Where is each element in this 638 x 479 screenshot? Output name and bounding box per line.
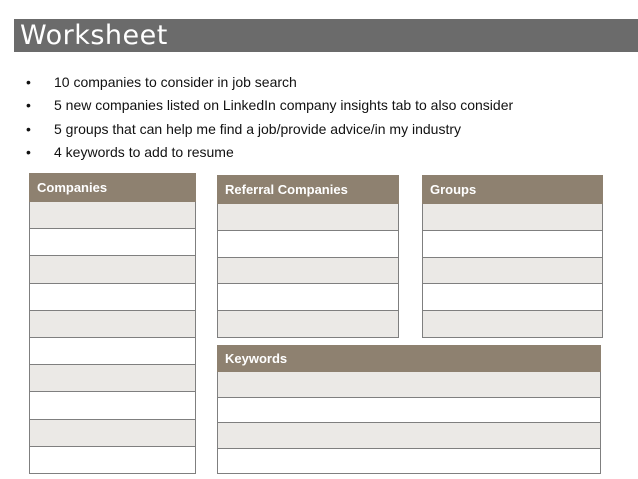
bullet-item bbox=[26, 142, 513, 165]
keywords-table bbox=[217, 345, 601, 474]
table-cell[interactable] bbox=[30, 256, 196, 283]
table-row bbox=[218, 230, 399, 257]
table-row bbox=[423, 204, 603, 231]
table-row bbox=[30, 229, 196, 256]
table-row bbox=[423, 284, 603, 311]
table-row bbox=[30, 256, 196, 283]
table-row bbox=[30, 419, 196, 446]
table-row bbox=[30, 365, 196, 392]
table-row bbox=[30, 283, 196, 310]
groups-header: Groups bbox=[423, 176, 603, 204]
table-row bbox=[423, 230, 603, 257]
table-row bbox=[218, 397, 601, 423]
table-cell[interactable] bbox=[218, 311, 399, 338]
referral-companies-table bbox=[217, 175, 399, 338]
table-row bbox=[30, 392, 196, 419]
table-row bbox=[423, 257, 603, 284]
table-row bbox=[218, 423, 601, 449]
table-cell[interactable] bbox=[423, 230, 603, 257]
table-cell[interactable] bbox=[423, 311, 603, 338]
table-cell[interactable] bbox=[423, 257, 603, 284]
table-row bbox=[218, 204, 399, 231]
bullet-item bbox=[26, 72, 513, 95]
table-row bbox=[218, 257, 399, 284]
slide-title: Worksheet bbox=[20, 20, 168, 51]
title-bar bbox=[14, 19, 638, 52]
table-cell[interactable] bbox=[30, 202, 196, 229]
table-cell[interactable] bbox=[30, 229, 196, 256]
table-cell[interactable] bbox=[423, 284, 603, 311]
table-cell[interactable] bbox=[30, 419, 196, 446]
table-row bbox=[30, 446, 196, 473]
table-cell[interactable] bbox=[30, 365, 196, 392]
bullet-text: 5 new companies listed on LinkedIn company insights tab to also consider bbox=[54, 97, 514, 114]
bullet-list bbox=[26, 72, 513, 165]
table-row bbox=[218, 372, 601, 398]
table-cell[interactable] bbox=[218, 372, 601, 398]
table-cell[interactable] bbox=[218, 448, 601, 474]
table-cell[interactable] bbox=[218, 230, 399, 257]
table-row bbox=[218, 311, 399, 338]
table-cell[interactable] bbox=[218, 204, 399, 231]
referral-companies-header: Referral Companies bbox=[218, 176, 399, 204]
table-cell[interactable] bbox=[30, 446, 196, 473]
table-row bbox=[218, 284, 399, 311]
table-cell[interactable] bbox=[423, 204, 603, 231]
keywords-header: Keywords bbox=[218, 346, 601, 372]
bullet-item bbox=[26, 119, 513, 142]
table-cell[interactable] bbox=[30, 337, 196, 364]
companies-header: Companies bbox=[30, 174, 196, 202]
companies-table bbox=[29, 173, 196, 474]
groups-table bbox=[422, 175, 603, 338]
bullet-text: 5 groups that can help me find a job/provide advice/in my industry bbox=[54, 120, 462, 137]
bullet-dot: • bbox=[26, 97, 31, 114]
bullet-dot: • bbox=[26, 120, 31, 137]
table-cell[interactable] bbox=[218, 423, 601, 449]
bullet-text: 4 keywords to add to resume bbox=[54, 143, 234, 160]
table-row bbox=[423, 311, 603, 338]
table-cell[interactable] bbox=[218, 284, 399, 311]
bullet-dot: • bbox=[26, 143, 31, 160]
bullet-dot: • bbox=[26, 74, 31, 90]
table-cell[interactable] bbox=[30, 283, 196, 310]
table-row bbox=[30, 337, 196, 364]
table-row bbox=[30, 202, 196, 229]
table-cell[interactable] bbox=[218, 397, 601, 423]
bullet-item bbox=[26, 95, 513, 118]
table-cell[interactable] bbox=[30, 310, 196, 337]
table-cell[interactable] bbox=[218, 257, 399, 284]
table-cell[interactable] bbox=[30, 392, 196, 419]
table-row bbox=[30, 310, 196, 337]
table-row bbox=[218, 448, 601, 474]
bullet-text: 10 companies to consider in job search bbox=[54, 74, 297, 90]
